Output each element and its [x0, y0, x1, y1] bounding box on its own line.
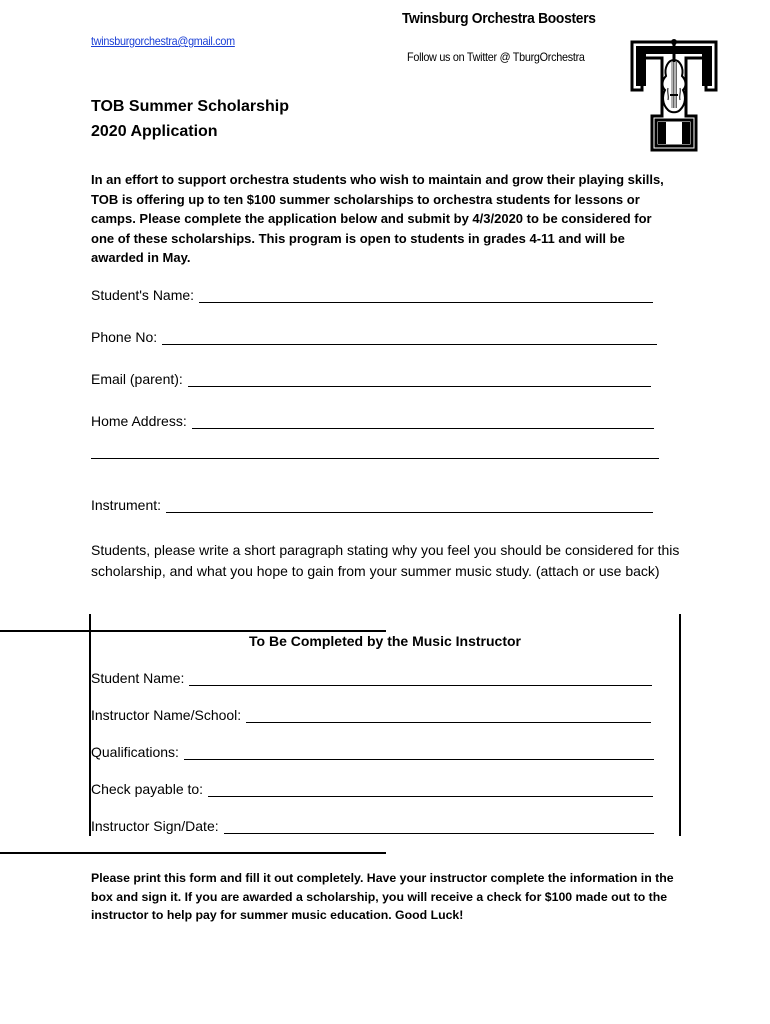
- intro-paragraph: In an effort to support orchestra students who wish to maintain and grow their playing skills, TOB is offering up to ten $100 summer scholarships to orchestra students for lessons or camps. Please complete the application below and submit by 4/3/2020 to be considered for one of these scholarships. This program is open to students in grades 4-11 and will be awarded in May.: [91, 172, 664, 265]
- phone-label: Phone No:: [91, 329, 158, 345]
- student-name-input[interactable]: [199, 289, 653, 303]
- check-payable-field: [91, 781, 653, 797]
- title-line-2: 2020 Application: [91, 123, 218, 140]
- student-name-label: Student's Name:: [91, 287, 195, 303]
- parent-email-input[interactable]: [188, 373, 651, 387]
- title-line-1: TOB Summer Scholarship: [91, 98, 289, 115]
- instructor-name-field: [91, 707, 651, 723]
- instructor-sign-date-field: [91, 818, 654, 834]
- box-bottom-rule: [0, 852, 386, 854]
- box-top-rule: [0, 630, 386, 632]
- email-link[interactable]: twinsburgorchestra@gmail.com: [91, 34, 235, 48]
- home-address-line-2[interactable]: [91, 458, 659, 459]
- instructor-sign-date-label: Instructor Sign/Date:: [91, 818, 219, 834]
- instructor-name-label: Instructor Name/School:: [91, 707, 242, 723]
- instructor-name-input[interactable]: [246, 709, 651, 723]
- footer-note: Please print this form and fill it out completely. Have your instructor complete the information in the box and sign it. If you are awarded a scholarship, you will receive a check for $100 made out to the instructor to help pay for summer music education. Good Luck!: [91, 871, 674, 922]
- twitter-handle: Follow us on Twitter @ TburgOrchestra: [407, 50, 585, 64]
- instructor-sign-date-input[interactable]: [224, 820, 654, 834]
- qualifications-input[interactable]: [184, 746, 654, 760]
- check-payable-input[interactable]: [208, 783, 653, 797]
- box-student-name-input[interactable]: [189, 672, 652, 686]
- instrument-field: [91, 497, 653, 513]
- form-title: [91, 94, 289, 144]
- qualifications-label: Qualifications:: [91, 744, 179, 760]
- home-address-label: Home Address:: [91, 413, 187, 429]
- organization-name: Twinsburg Orchestra Boosters: [402, 10, 596, 27]
- qualifications-field: [91, 744, 654, 760]
- check-payable-label: Check payable to:: [91, 781, 204, 797]
- essay-instructions: Students, please write a short paragraph stating why you feel you should be considered for this scholarship, and what you hope to gain from your summer music study. (attach or use back): [91, 542, 680, 579]
- box-student-name-label: Student Name:: [91, 670, 185, 686]
- student-name-field: [91, 287, 653, 303]
- box-student-name-field: [91, 670, 652, 686]
- instrument-label: Instrument:: [91, 497, 162, 513]
- phone-input[interactable]: [162, 331, 657, 345]
- instrument-input[interactable]: [166, 499, 653, 513]
- parent-email-label: Email (parent):: [91, 371, 183, 387]
- parent-email-field: [91, 371, 651, 387]
- box-right-border: [679, 614, 681, 836]
- instructor-box-heading: To Be Completed by the Music Instructor: [249, 633, 521, 649]
- orchestra-t-violin-logo-icon: [626, 38, 722, 154]
- phone-field: [91, 329, 657, 345]
- home-address-input[interactable]: [192, 415, 654, 429]
- home-address-field: [91, 413, 654, 429]
